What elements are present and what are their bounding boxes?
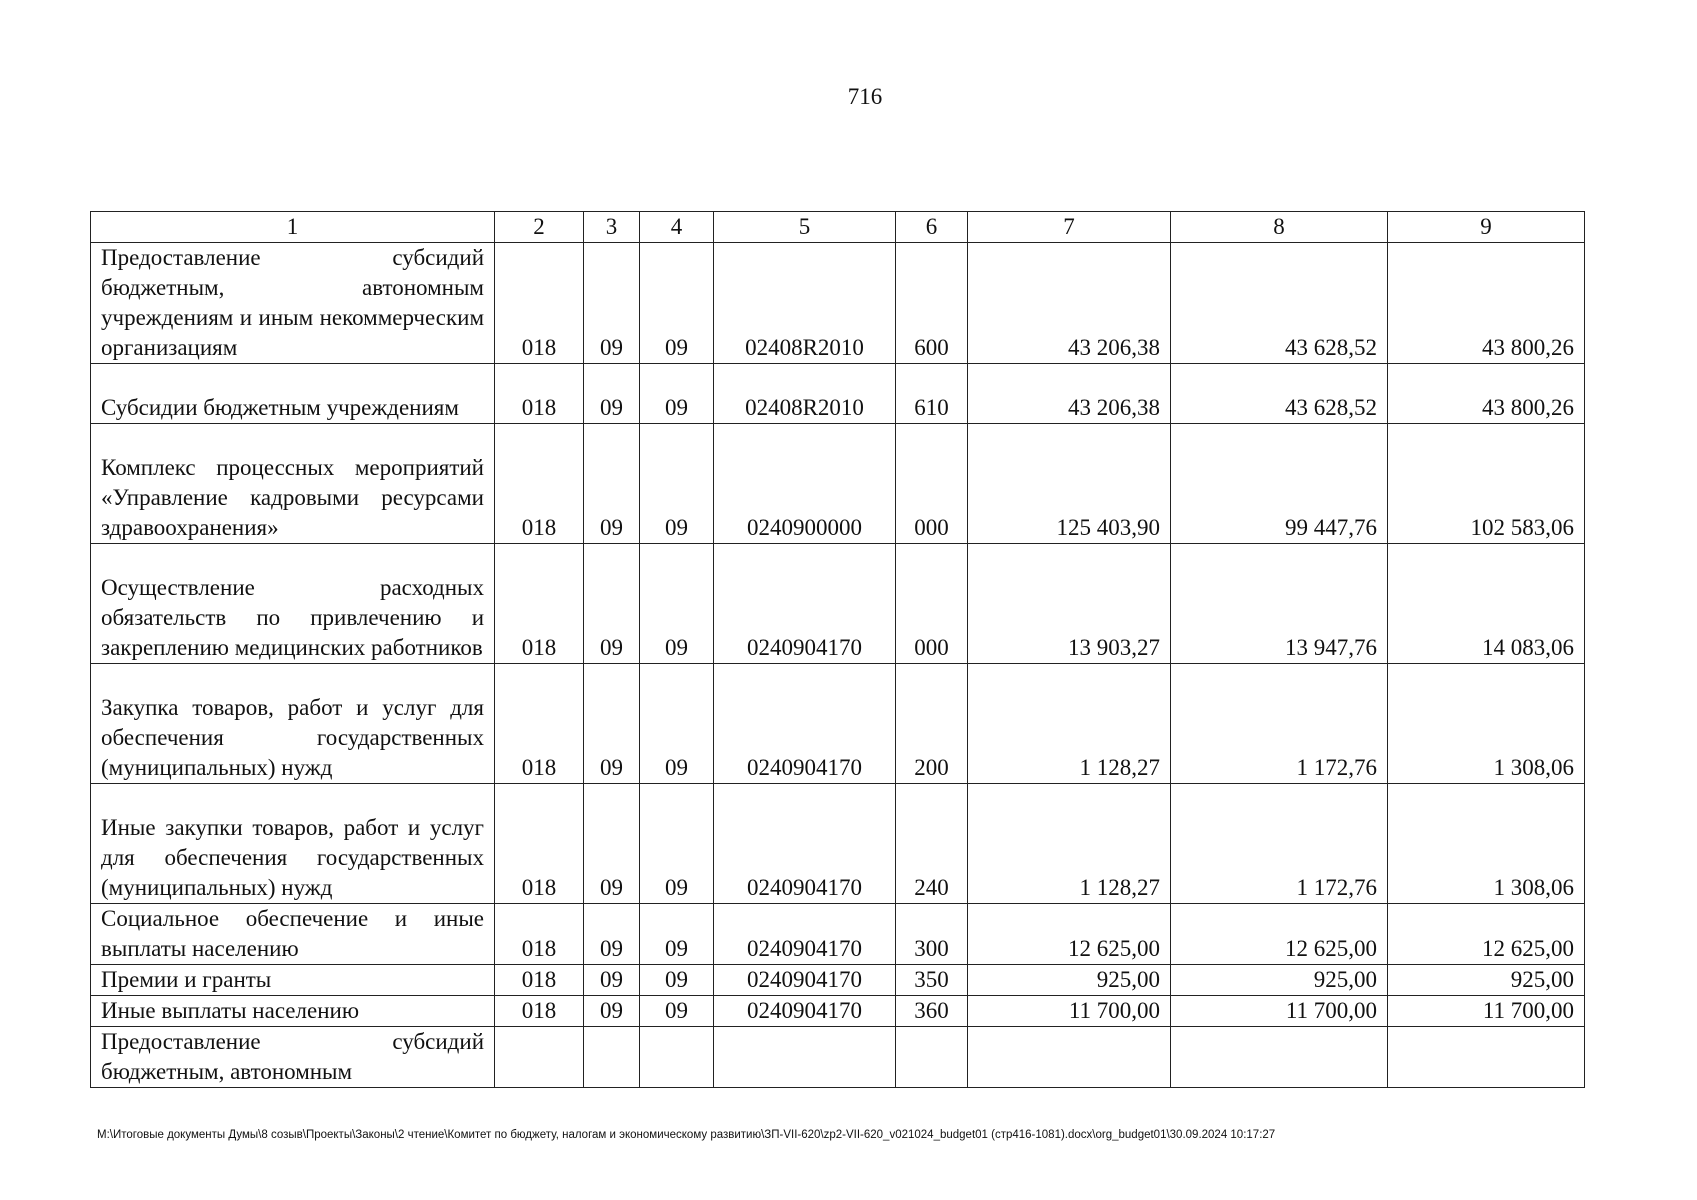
row-name-cell: Закупка товаров, работ и услуг для обеспечения государственных (муниципальных) нужд bbox=[91, 664, 495, 784]
table-cell: 240 bbox=[896, 784, 968, 904]
table-cell: 0240904170 bbox=[714, 965, 896, 996]
column-header: 5 bbox=[714, 212, 896, 243]
table-cell: 09 bbox=[640, 664, 714, 784]
table-cell: 0240900000 bbox=[714, 424, 896, 544]
header-row bbox=[91, 212, 1585, 243]
table-cell: 09 bbox=[640, 424, 714, 544]
table-cell: 09 bbox=[584, 364, 640, 424]
table-cell: 12 625,00 bbox=[968, 904, 1171, 965]
table-cell: 600 bbox=[896, 243, 968, 364]
table-cell: 000 bbox=[896, 544, 968, 664]
table-cell bbox=[896, 1027, 968, 1088]
table-cell: 09 bbox=[584, 965, 640, 996]
column-header: 6 bbox=[896, 212, 968, 243]
column-header: 4 bbox=[640, 212, 714, 243]
table-cell: 1 128,27 bbox=[968, 664, 1171, 784]
table-cell: 09 bbox=[640, 364, 714, 424]
row-name-cell: Предоставление субсидий бюджетным, автономным учреждениям и иным некоммерческим организациям bbox=[91, 243, 495, 364]
table-cell bbox=[1171, 1027, 1388, 1088]
row-name-cell: Субсидии бюджетным учреждениям bbox=[91, 364, 495, 424]
table-row bbox=[91, 996, 1585, 1027]
row-name-cell: Осуществление расходных обязательств по привлечению и закреплению медицинских работников bbox=[91, 544, 495, 664]
table-cell: 0240904170 bbox=[714, 996, 896, 1027]
row-name-cell: Иные закупки товаров, работ и услуг для обеспечения государственных (муниципальных) нужд bbox=[91, 784, 495, 904]
table-cell: 11 700,00 bbox=[1171, 996, 1388, 1027]
table-cell: 1 308,06 bbox=[1388, 664, 1585, 784]
table-cell: 000 bbox=[896, 424, 968, 544]
table-cell: 925,00 bbox=[968, 965, 1171, 996]
table-cell: 0240904170 bbox=[714, 544, 896, 664]
table-cell: 0240904170 bbox=[714, 664, 896, 784]
table-cell: 018 bbox=[495, 965, 584, 996]
table-cell: 09 bbox=[584, 664, 640, 784]
table-cell: 1 172,76 bbox=[1171, 664, 1388, 784]
column-header: 1 bbox=[91, 212, 495, 243]
table-cell: 925,00 bbox=[1388, 965, 1585, 996]
budget-table bbox=[90, 211, 1585, 1088]
column-header: 9 bbox=[1388, 212, 1585, 243]
table-cell: 360 bbox=[896, 996, 968, 1027]
table-cell: 200 bbox=[896, 664, 968, 784]
table-row bbox=[91, 965, 1585, 996]
table-cell bbox=[584, 1027, 640, 1088]
table-cell bbox=[968, 1027, 1171, 1088]
table-cell: 02408R2010 bbox=[714, 364, 896, 424]
column-header: 2 bbox=[495, 212, 584, 243]
table-cell: 018 bbox=[495, 424, 584, 544]
table-row bbox=[91, 544, 1585, 664]
table-cell bbox=[495, 1027, 584, 1088]
table-cell: 02408R2010 bbox=[714, 243, 896, 364]
table-cell: 1 128,27 bbox=[968, 784, 1171, 904]
table-cell: 09 bbox=[640, 243, 714, 364]
table-row bbox=[91, 1027, 1585, 1088]
table-cell: 125 403,90 bbox=[968, 424, 1171, 544]
table-cell: 12 625,00 bbox=[1171, 904, 1388, 965]
table-cell: 102 583,06 bbox=[1388, 424, 1585, 544]
table-cell: 925,00 bbox=[1171, 965, 1388, 996]
table-cell: 43 800,26 bbox=[1388, 243, 1585, 364]
table-row bbox=[91, 664, 1585, 784]
table-cell: 13 903,27 bbox=[968, 544, 1171, 664]
table-cell: 11 700,00 bbox=[968, 996, 1171, 1027]
row-name-cell: Иные выплаты населению bbox=[91, 996, 495, 1027]
row-name-cell: Премии и гранты bbox=[91, 965, 495, 996]
column-header: 8 bbox=[1171, 212, 1388, 243]
table-cell: 1 308,06 bbox=[1388, 784, 1585, 904]
table-row bbox=[91, 904, 1585, 965]
row-name-cell: Комплекс процессных мероприятий «Управление кадровыми ресурсами здравоохранения» bbox=[91, 424, 495, 544]
table-cell bbox=[1388, 1027, 1585, 1088]
table-cell: 09 bbox=[584, 243, 640, 364]
table-cell: 09 bbox=[640, 904, 714, 965]
table-cell: 43 206,38 bbox=[968, 243, 1171, 364]
row-name-cell: Социальное обеспечение и иные выплаты населению bbox=[91, 904, 495, 965]
table-cell: 018 bbox=[495, 996, 584, 1027]
table-cell: 300 bbox=[896, 904, 968, 965]
table-cell bbox=[714, 1027, 896, 1088]
table-cell: 018 bbox=[495, 904, 584, 965]
table-cell: 018 bbox=[495, 243, 584, 364]
table-cell: 11 700,00 bbox=[1388, 996, 1585, 1027]
table-cell: 99 447,76 bbox=[1171, 424, 1388, 544]
table-cell: 09 bbox=[640, 544, 714, 664]
table-cell: 018 bbox=[495, 364, 584, 424]
table-row bbox=[91, 424, 1585, 544]
row-name-cell: Предоставление субсидий бюджетным, автономным bbox=[91, 1027, 495, 1088]
table-cell: 43 206,38 bbox=[968, 364, 1171, 424]
table-row bbox=[91, 243, 1585, 364]
table-cell: 43 800,26 bbox=[1388, 364, 1585, 424]
table-cell: 018 bbox=[495, 544, 584, 664]
table-cell: 610 bbox=[896, 364, 968, 424]
table-cell bbox=[640, 1027, 714, 1088]
column-header: 3 bbox=[584, 212, 640, 243]
footer-file-path: M:\Итоговые документы Думы\8 созыв\Проекты\Законы\2 чтение\Комитет по бюджету, налогам и экономическому развитию\ЗП-VII-620\zp2-VII-620_v021024_budget01 (стр416-1081).docx\org_budget01\30.09.2024 10:17:27 bbox=[97, 1129, 1276, 1141]
table-cell: 09 bbox=[640, 996, 714, 1027]
table-row bbox=[91, 784, 1585, 904]
table-cell: 09 bbox=[640, 965, 714, 996]
column-header: 7 bbox=[968, 212, 1171, 243]
table-cell: 09 bbox=[584, 424, 640, 544]
table-cell: 09 bbox=[640, 784, 714, 904]
table-cell: 018 bbox=[495, 784, 584, 904]
page-number: 716 bbox=[847, 84, 883, 109]
table-cell: 1 172,76 bbox=[1171, 784, 1388, 904]
table-cell: 350 bbox=[896, 965, 968, 996]
table-cell: 018 bbox=[495, 664, 584, 784]
table-cell: 12 625,00 bbox=[1388, 904, 1585, 965]
table-cell: 43 628,52 bbox=[1171, 243, 1388, 364]
table-cell: 0240904170 bbox=[714, 784, 896, 904]
table-cell: 43 628,52 bbox=[1171, 364, 1388, 424]
table-cell: 09 bbox=[584, 996, 640, 1027]
table-cell: 0240904170 bbox=[714, 904, 896, 965]
table-row bbox=[91, 364, 1585, 424]
table-cell: 09 bbox=[584, 904, 640, 965]
table-cell: 14 083,06 bbox=[1388, 544, 1585, 664]
table-cell: 13 947,76 bbox=[1171, 544, 1388, 664]
table-cell: 09 bbox=[584, 544, 640, 664]
table-cell: 09 bbox=[584, 784, 640, 904]
